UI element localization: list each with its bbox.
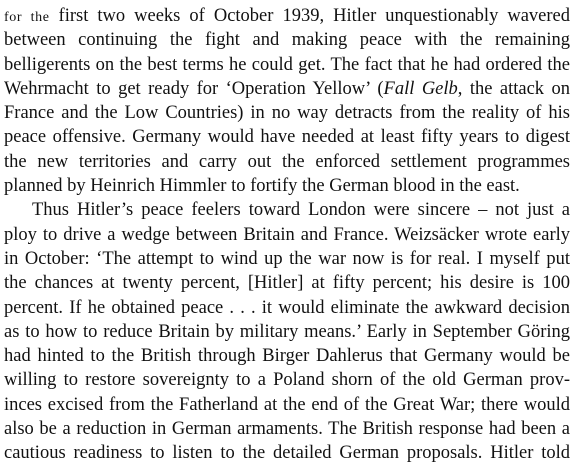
- text-line: also be a reduction in German armaments. The British response had been a: [4, 419, 570, 440]
- italic-term: Fall Gelb: [383, 78, 458, 99]
- text-line: willing to restore sovereignty to a Poland shorn of the old German prov-: [4, 370, 570, 391]
- text-line: percent. If he obtained peace . . . it would eliminate the awkward decision: [4, 297, 570, 318]
- text-line: France and the Low Countries) in no way detracts from the reality of his: [4, 103, 570, 124]
- text-line: had hinted to the British through Birger Dahlerus that Germany would be: [4, 346, 570, 367]
- text-line: for the first two weeks of October 1939, Hitler unquestionably wavered: [4, 6, 570, 26]
- text-line: as to how to reduce Britain by military means.’ Early in September Göring: [4, 321, 570, 342]
- text-line: planned by Heinrich Himmler to fortify the German blood in the east.: [4, 176, 520, 197]
- text-line: the chances at twenty percent, [Hitler] at fifty percent; his desire is 100: [4, 273, 570, 294]
- text-line: the new territories and carry out the enforced settlement programmes: [4, 151, 570, 172]
- document-page: [4, 4, 570, 466]
- small-caps-lead: for the: [4, 10, 50, 25]
- text-line: cautious readiness to listen to the detailed German proposals. Hitler told: [4, 443, 570, 464]
- text-line: in October: ‘The attempt to wind up the war now is for real. I myself put: [4, 248, 570, 269]
- text-line: between continuing the fight and making peace with the remaining: [4, 30, 570, 51]
- paragraph: [4, 198, 570, 465]
- text-line: Thus Hitler’s peace feelers toward London were sincere – not just a: [32, 200, 570, 221]
- text-line: inces excised from the Fatherland at the end of the Great War; there would: [4, 394, 570, 415]
- text-line: peace offensive. Germany would have needed at least fifty years to digest: [4, 127, 570, 148]
- text-line: ploy to drive a wedge between Britain and France. Weizsäcker wrote early: [4, 224, 570, 245]
- text-line: Wehrmacht to get ready for ‘Operation Yellow’ (Fall Gelb, the attack on: [4, 78, 570, 99]
- paragraph: [4, 4, 570, 198]
- text-line: belligerents on the best terms he could get. The fact that he had ordered the: [4, 54, 570, 75]
